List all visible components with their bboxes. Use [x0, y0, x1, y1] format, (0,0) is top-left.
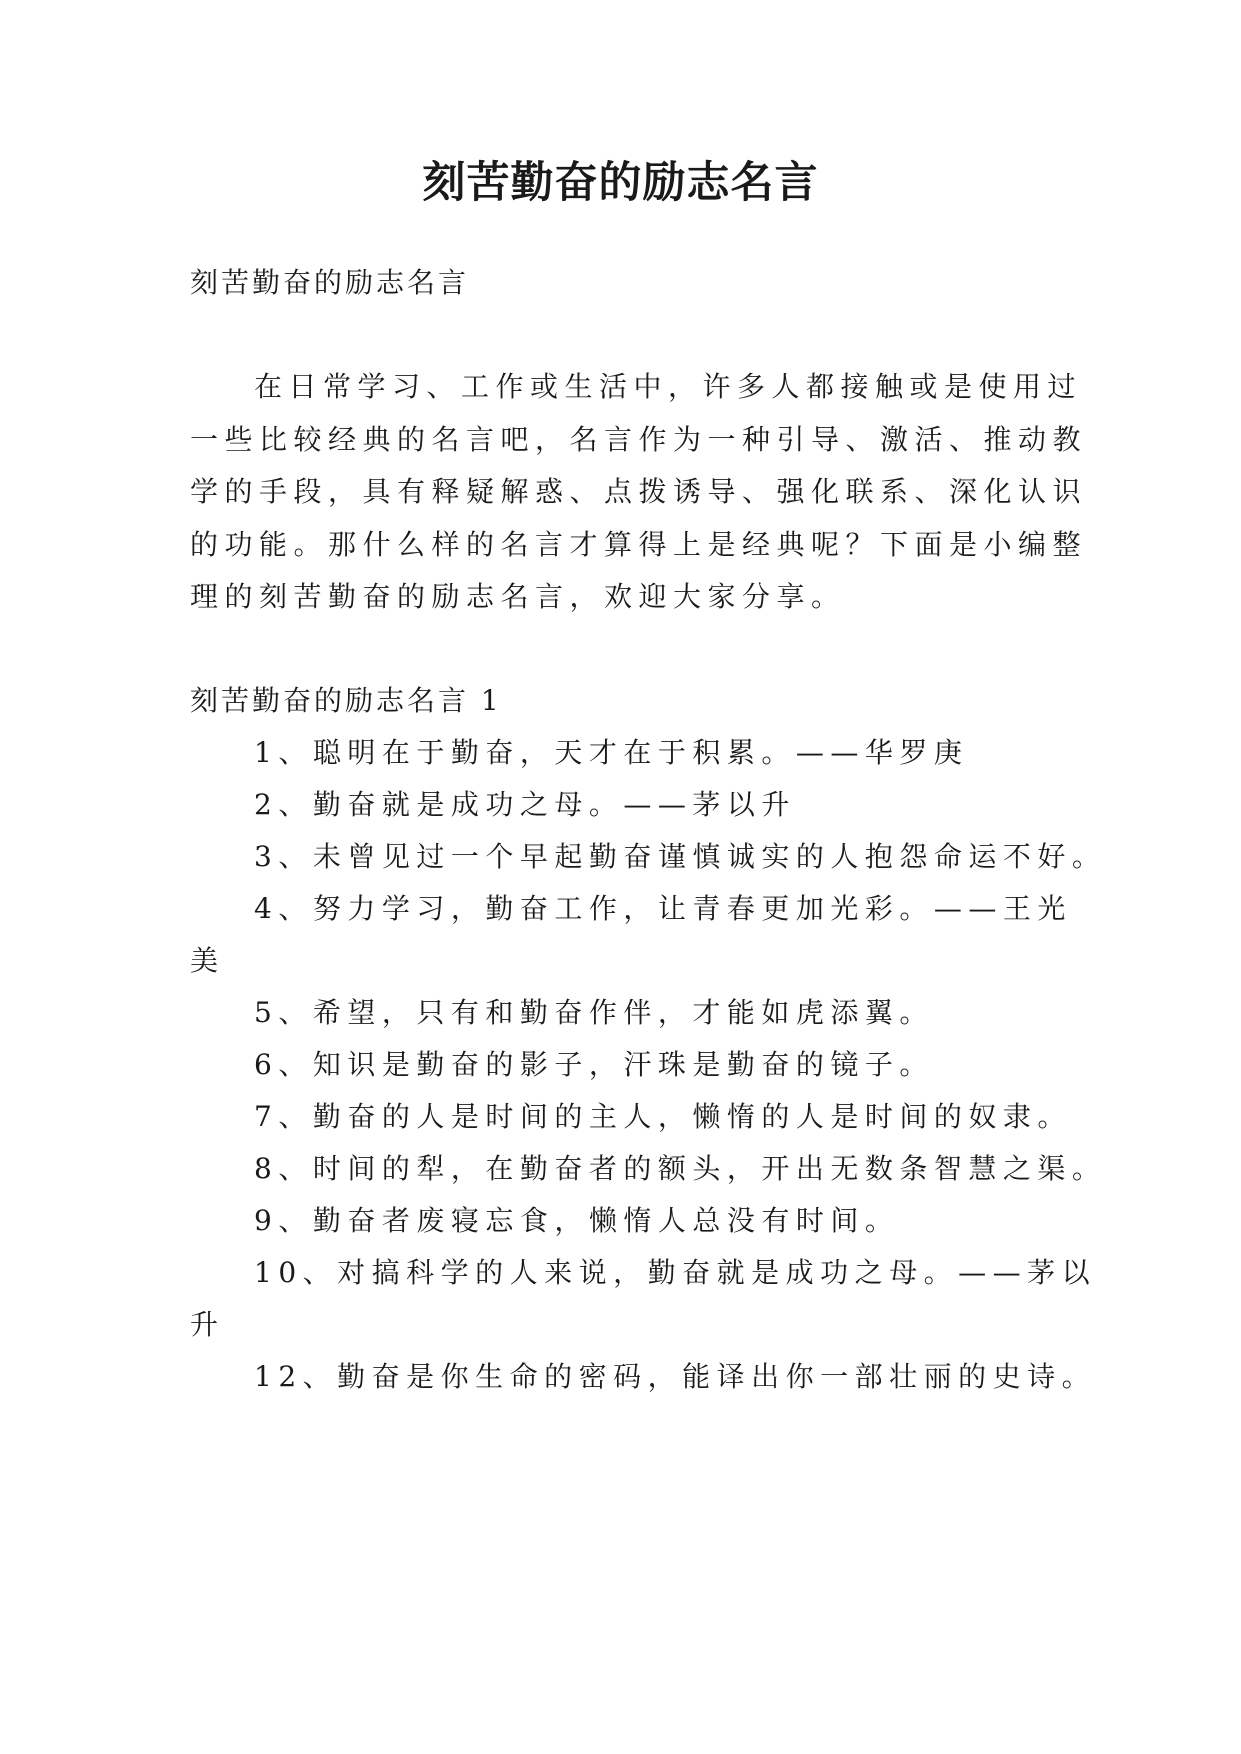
- quote-line: 10、对搞科学的人来说，勤奋就是成功之母。——茅以: [254, 1256, 1097, 1289]
- intro-line-3: 学的手段，具有释疑解惑、点拨诱导、强化联系、深化认识: [190, 475, 1088, 508]
- quote-line: 升: [190, 1308, 225, 1341]
- quote-line: 4、努力学习，勤奋工作，让青春更加光彩。——王光: [254, 892, 1072, 925]
- quote-line: 5、希望，只有和勤奋作伴，才能如虎添翼。: [254, 996, 934, 1029]
- intro-line-4: 的功能。那什么样的名言才算得上是经典呢？下面是小编整: [190, 528, 1088, 561]
- quote-line: 7、勤奋的人是时间的主人，懒惰的人是时间的奴隶。: [254, 1100, 1072, 1133]
- quote-line: 6、知识是勤奋的影子，汗珠是勤奋的镜子。: [254, 1048, 934, 1081]
- intro-line-5: 理的刻苦勤奋的励志名言，欢迎大家分享。: [190, 580, 846, 613]
- quote-line: 3、未曾见过一个早起勤奋谨慎诚实的人抱怨命运不好。: [254, 840, 1107, 873]
- quote-line: 2、勤奋就是成功之母。——茅以升: [254, 788, 796, 821]
- page-title: 刻苦勤奋的励志名言: [422, 158, 819, 208]
- intro-line-2: 一些比较经典的名言吧，名言作为一种引导、激活、推动教: [190, 423, 1088, 456]
- document-subtitle: 刻苦勤奋的励志名言: [190, 266, 470, 299]
- section-heading: 刻苦勤奋的励志名言 1: [190, 684, 502, 717]
- quote-line: 8、时间的犁，在勤奋者的额头，开出无数条智慧之渠。: [254, 1152, 1107, 1185]
- quote-line: 9、勤奋者废寝忘食，懒惰人总没有时间。: [254, 1204, 900, 1237]
- quote-line: 1、聪明在于勤奋，天才在于积累。——华罗庚: [254, 736, 969, 769]
- intro-line-1: 在日常学习、工作或生活中，许多人都接触或是使用过: [254, 370, 1083, 403]
- quote-line: 美: [190, 944, 225, 977]
- quote-line: 12、勤奋是你生命的密码，能译出你一部壮丽的史诗。: [254, 1360, 1097, 1393]
